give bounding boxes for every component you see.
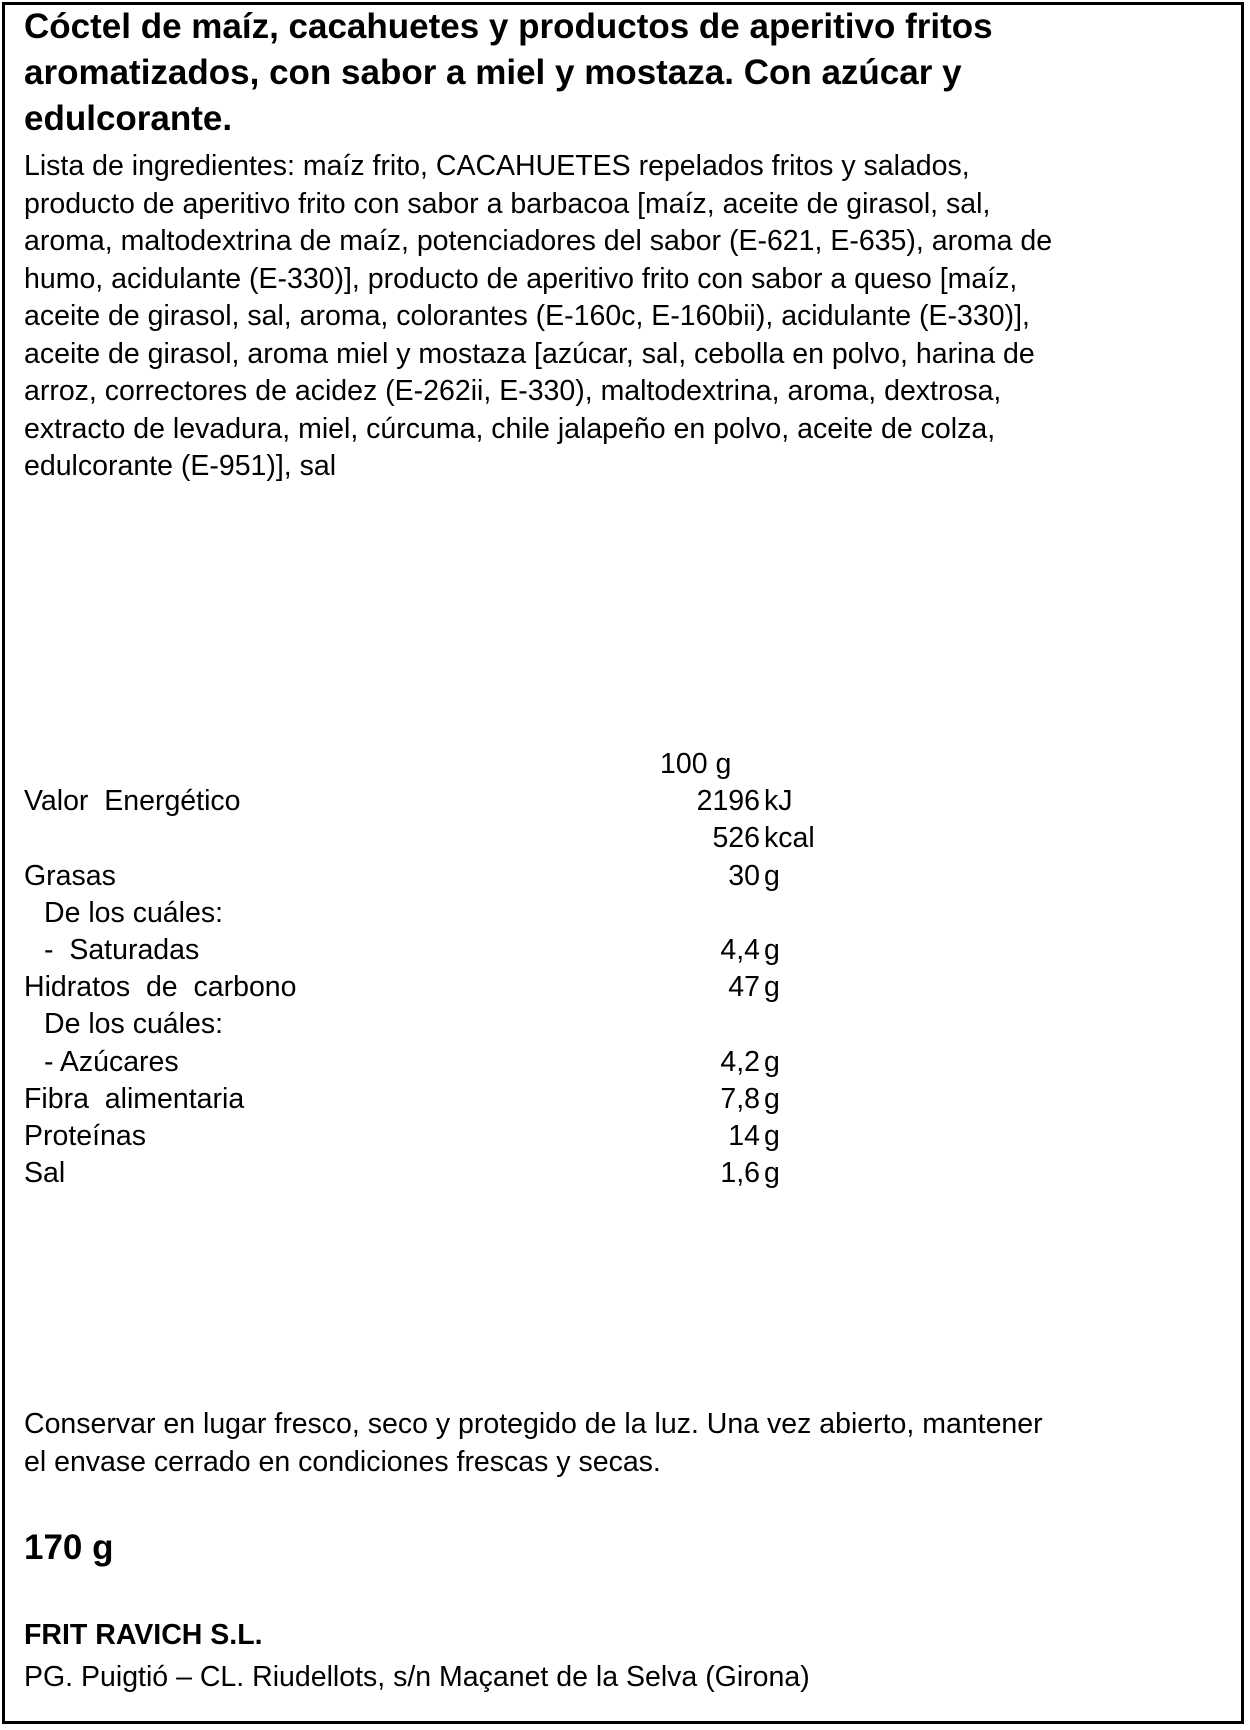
nutrition-row [24,1155,824,1192]
nutrition-row [24,820,824,857]
nutrition-unit: g [764,1119,780,1152]
nutrition-value: 47 [728,971,760,1004]
nutrition-label: - Saturadas [44,933,200,966]
nutrition-unit: g [764,1045,780,1078]
company-name: FRIT RAVICH S.L. [24,1619,263,1651]
nutrition-label: - Azúcares [44,1045,179,1078]
nutrition-label: De los cuáles: [44,896,224,929]
company-address: PG. Puigtió – CL. Riudellots, s/n Maçanet de la Selva (Girona) [24,1661,810,1693]
ingredients-list [24,148,1224,486]
nutrition-row [24,1006,824,1043]
nutrition-value: 2196 [696,785,760,818]
nutrition-table [24,746,824,1192]
nutrition-label: De los cuáles: [44,1008,224,1041]
ingredients-line: arroz, correctores de acidez (E-262ii, E-330), maltodextrina, aroma, dextrosa, [24,375,1002,407]
nutrition-unit: g [764,859,780,892]
net-weight: 170 g [24,1528,114,1567]
nutrition-row [24,895,824,932]
nutrition-row [24,932,824,969]
nutrition-unit: g [764,1157,780,1190]
nutrition-label: Sal [24,1157,66,1190]
nutrition-label: Fibra alimentaria [24,1082,245,1115]
nutrition-label: Valor Energético [24,785,241,818]
ingredients-line: producto de aperitivo frito con sabor a barbacoa [maíz, aceite de girasol, sal, [24,187,991,220]
ingredients-line: aceite de girasol, aroma miel y mostaza [azúcar, sal, cebolla en polvo, harina de [24,337,1035,370]
title-line: Cóctel de maíz, cacahuetes y productos de aperitivo fritos [24,7,993,46]
storage-line: el envase cerrado en condiciones frescas y secas. [24,1446,661,1478]
ingredients-line: aceite de girasol, sal, aroma, colorantes (E-160c, E-160bii), acidulante (E-330)], [24,300,1030,332]
nutrition-value: 4,4 [720,933,760,966]
ingredients-line: edulcorante (E-951)], sal [24,450,337,482]
nutrition-row [24,1044,824,1081]
nutrition-unit: g [764,1082,780,1115]
nutrition-value: 4,2 [720,1045,760,1078]
nutrition-header-row [24,746,824,783]
nutrition-label: Proteínas [24,1119,146,1152]
nutrition-value: 1,6 [720,1157,760,1190]
title-line: aromatizados, con sabor a miel y mostaza. Con azúcar y [24,53,962,92]
storage-instructions [24,1405,1224,1481]
nutrition-label: Grasas [24,859,116,892]
nutrition-row [24,858,824,895]
nutrition-unit: kcal [764,822,815,855]
nutrition-value: 30 [728,859,760,892]
title-line: edulcorante. [24,99,233,138]
nutrition-row [24,1081,824,1118]
ingredients-line: aroma, maltodextrina de maíz, potenciadores del sabor (E-621, E-635), aroma de [24,225,1053,257]
nutrition-header-per-100g: 100 g [660,748,732,780]
storage-line: Conservar en lugar fresco, seco y protegido de la luz. Una vez abierto, mantener [24,1408,1043,1440]
nutrition-unit: g [764,933,780,966]
ingredients-line: Lista de ingredientes: maíz frito, CACAHUETES repelados fritos y salados, [24,150,970,182]
nutrition-row [24,969,824,1006]
nutrition-label: Hidratos de carbono [24,971,297,1004]
nutrition-unit: g [764,971,780,1004]
ingredients-line: extracto de levadura, miel, cúrcuma, chile jalapeño en polvo, aceite de colza, [24,412,996,445]
nutrition-row [24,783,824,820]
nutrition-value: 526 [712,822,760,855]
nutrition-row [24,1118,824,1155]
nutrition-value: 14 [728,1119,760,1152]
nutrition-unit: kJ [764,785,793,818]
product-title [24,4,1224,142]
nutrition-value: 7,8 [720,1082,760,1115]
ingredients-line: humo, acidulante (E-330)], producto de aperitivo frito con sabor a queso [maíz, [24,262,1018,295]
